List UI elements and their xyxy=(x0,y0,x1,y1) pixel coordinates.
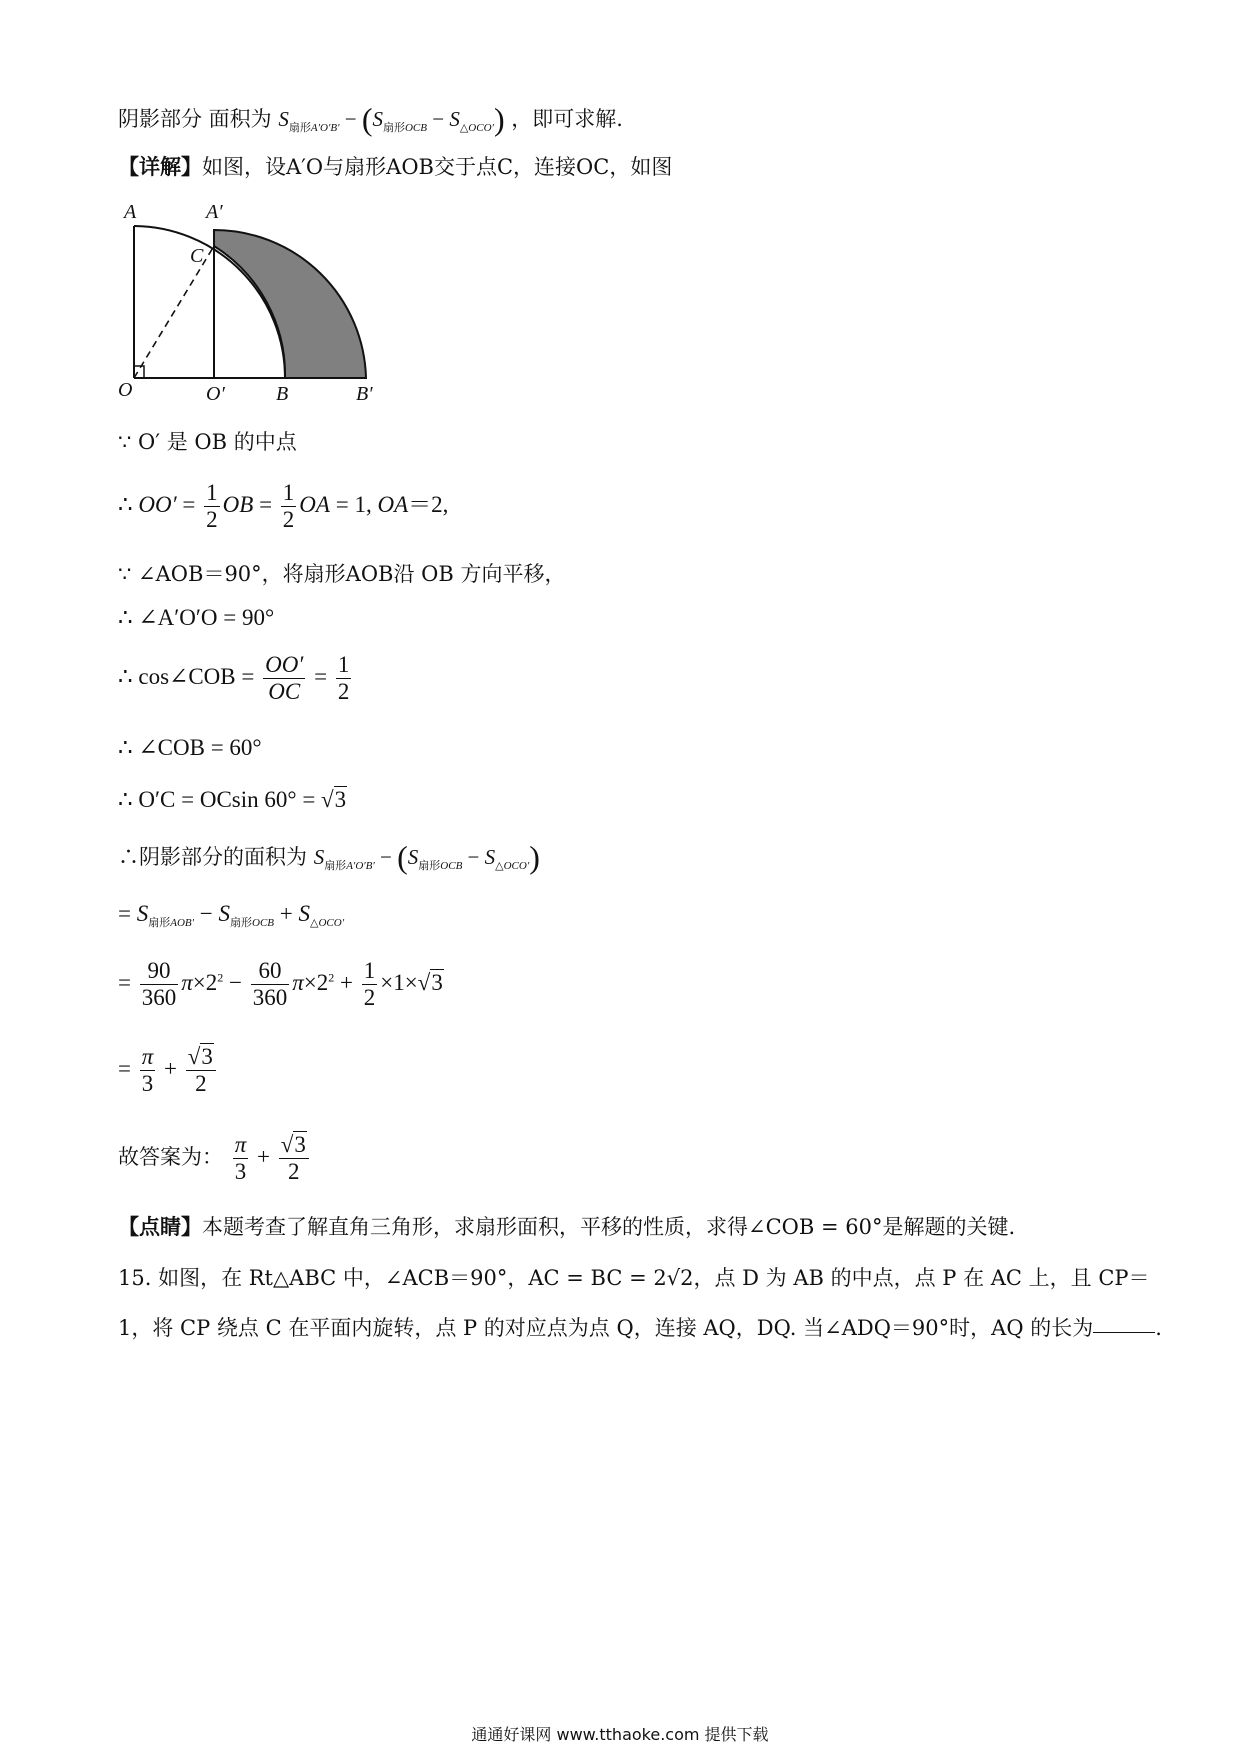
question-15-line-1 xyxy=(118,1266,1150,1291)
intro-text: 阴影部分 面积为 xyxy=(118,107,272,131)
result-line: = $\frac{\pi}{3}$ + $\frac{√3}{2}$ xyxy=(118,1044,219,1098)
angle-a-o-o-text: ∴ ∠A′O′O = 90° xyxy=(118,605,275,630)
angle-cob-line xyxy=(118,734,262,762)
detail-text: 如图，设A′O与扇形AOB交于点C，连接OC，如图 xyxy=(202,155,673,179)
label-o: O xyxy=(118,379,133,401)
comment-line xyxy=(118,1214,1015,1240)
answer-line: 故答案为： $\frac{\pi}{3}$ + $\frac{√3}{2}$ xyxy=(118,1132,312,1186)
angle-cob-text: ∴ ∠COB = 60° xyxy=(118,735,262,760)
oo-prime-line: ∴ OO′ = $\frac{1}{2}$ OB = $\frac{1}{2}$ OA = 1, OA＝2, xyxy=(118,480,449,533)
page-footer xyxy=(0,1722,1240,1745)
angle-aob-text: ∵ ∠AOB＝90°，将扇形AOB沿 OB 方向平移， xyxy=(118,562,566,586)
label-c: C xyxy=(190,245,204,267)
answer-label: 故答案为： xyxy=(118,1145,223,1170)
cos-text: ∴ cos∠COB = xyxy=(118,664,255,690)
angle-line-2 xyxy=(118,604,274,632)
since-midpoint xyxy=(118,430,297,455)
intro-line: 阴影部分 面积为 $S_{扇形A'O'B'} - (S_{扇形OCB} - S_{\triangle OCO'})$ ，即可求解. xyxy=(118,101,623,137)
since-midpoint-text: ∵ O′ 是 OB 的中点 xyxy=(118,430,297,454)
label-b-prime: B′ xyxy=(356,383,373,405)
shaded-region xyxy=(214,230,366,378)
angle-aob-line xyxy=(118,562,565,587)
expand-line: = $S_{扇形AOB'} - S_{扇形OCB} + S_{\triangle OCO'}$ xyxy=(118,901,345,929)
result-equals: = xyxy=(118,1056,131,1082)
label-a-prime: A′ xyxy=(206,201,223,223)
calc-line: = $\frac{90}{360}$ $\pi\times 2^2$ − $\frac{60}{360}$ $\pi\times 2^2$ + $\frac{1}{2}$ ×1×√3 xyxy=(118,958,443,1011)
question-15-text-2: 1，将 CP 绕点 C 在平面内旋转，点 P 的对应点为点 Q，连接 AQ，DQ. 当∠ADQ＝90°时，AQ 的长为 xyxy=(118,1316,1094,1340)
question-15-text-1: 15. 如图，在 Rt△ABC 中，∠ACB＝90°，AC = BC = 2√2，点 D 为 AB 的中点，点 P 在 AC 上，且 CP＝ xyxy=(118,1266,1150,1290)
label-o-prime: O′ xyxy=(206,383,225,405)
o-prime-c-text: ∴ O′C = OCsin 60° = xyxy=(118,787,316,812)
detail-line xyxy=(118,154,672,180)
label-a: A xyxy=(124,201,137,223)
footer-text: 通通好课网 www.tthaoke.com 提供下载 xyxy=(471,1725,769,1744)
shadow-area-line: ∴阴影部分的面积为 $S_{扇形A'O'B'} - (S_{扇形OCB} - S_{\triangle OCO'})$ xyxy=(118,839,540,875)
calc-equals: = xyxy=(118,970,131,996)
geometry-figure xyxy=(118,198,438,410)
detail-label: 【详解】 xyxy=(118,154,202,179)
cos-line: ∴ cos∠COB = $\frac{OO'}{OC}$ = $\frac{1}{2}$ xyxy=(118,652,350,705)
shadow-area-text: ∴阴影部分的面积为 xyxy=(118,845,307,869)
o-prime-c-line: ∴ O′C = OCsin 60° = √3 xyxy=(118,787,347,812)
answer-blank xyxy=(1093,1331,1155,1333)
comment-label: 【点睛】 xyxy=(118,1214,202,1239)
question-15-line-2: 1，将 CP 绕点 C 在平面内旋转，点 P 的对应点为点 Q，连接 AQ，DQ. 当∠ADQ＝90°时，AQ 的长为 . xyxy=(118,1316,1162,1340)
label-b: B xyxy=(276,383,289,405)
intro-suffix: ，即可求解. xyxy=(511,107,623,131)
comment-text: 本题考查了解直角三角形，求扇形面积，平移的性质，求得∠COB = 60°是解题的关键. xyxy=(202,1215,1016,1239)
